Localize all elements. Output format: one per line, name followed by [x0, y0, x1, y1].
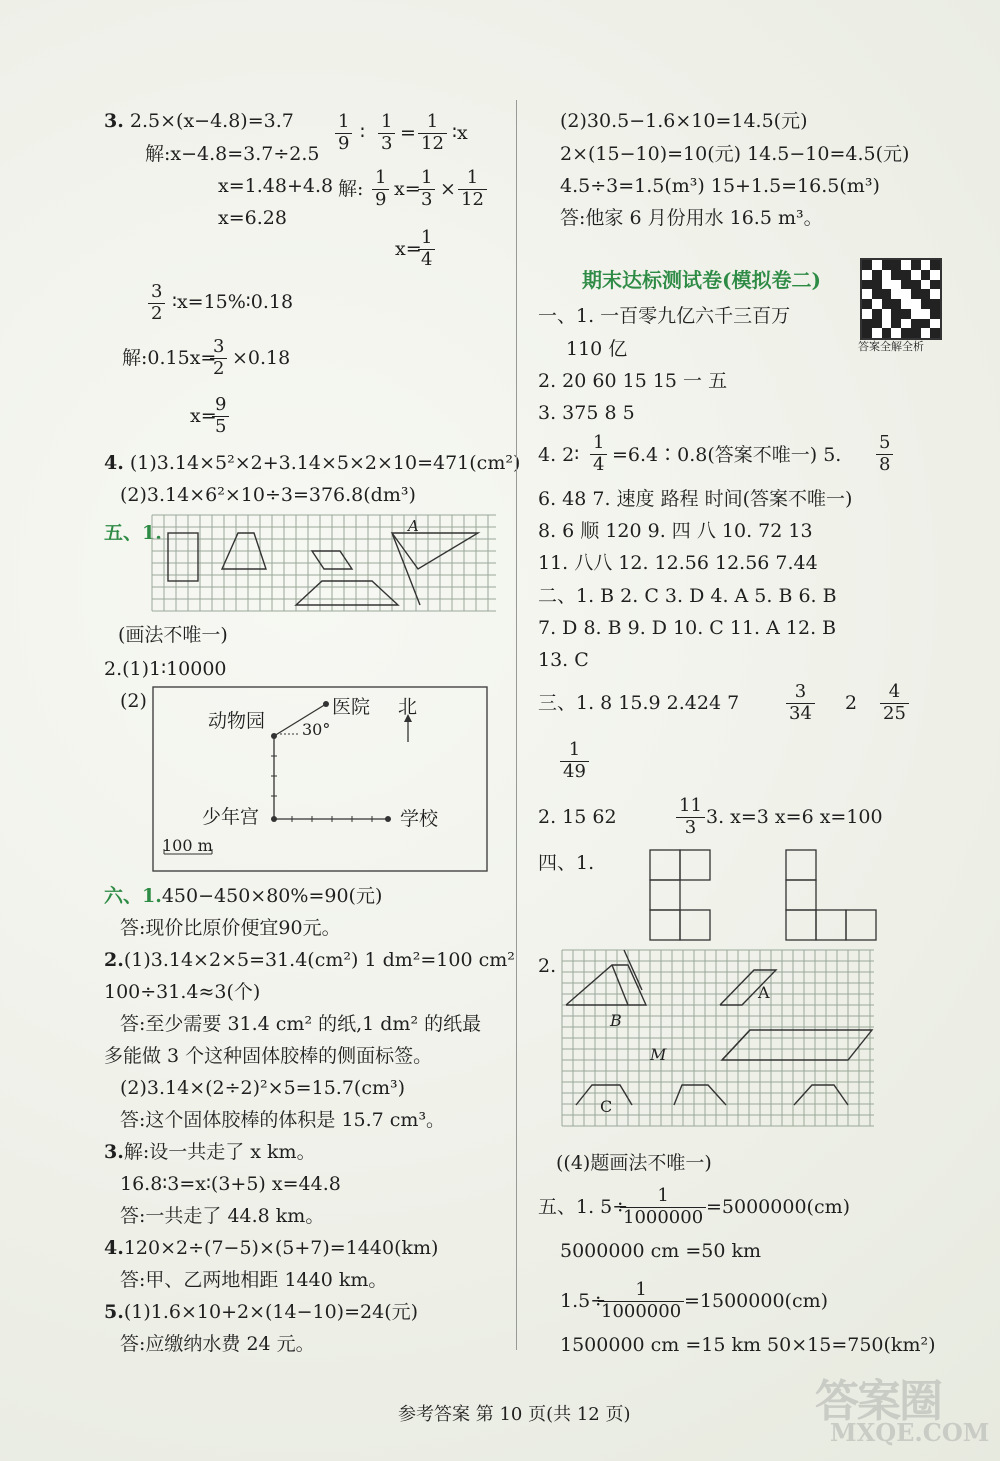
note-drawing: (画法不唯一) — [118, 624, 228, 646]
solution2-tail: ×0.18 — [232, 347, 291, 369]
q3-num: 3. — [104, 110, 124, 132]
solution2: 解:0.15x= — [122, 347, 217, 369]
column-divider — [516, 100, 517, 1350]
shape-2 — [674, 1085, 726, 1105]
wu-line3a: 1.5÷ — [560, 1290, 607, 1312]
point-a-label: A — [408, 517, 419, 535]
san-two: 2 — [845, 692, 858, 714]
angle-label: 30° — [302, 720, 331, 739]
si-num2: 2. — [538, 955, 557, 977]
q3-eq: 2.5×(x−4.8)=3.7 — [129, 110, 294, 132]
er-line3: 13. C — [538, 649, 589, 671]
fraction: 1 12 — [458, 168, 487, 210]
fraction: 3 2 — [148, 282, 165, 324]
q4-line1: 4. (1)3.14×5²×2+3.14×5×2×10=471(cm²) — [104, 452, 521, 474]
wu-line3b: =1500000(cm) — [684, 1290, 829, 1312]
liu5-line1: 5.(1)1.6×10+2×(14−10)=24(元) — [104, 1301, 419, 1323]
zoo-label: 动物园 — [208, 710, 266, 732]
fraction: 1 1000000 — [620, 1186, 706, 1228]
equals: = — [400, 122, 416, 144]
yi-line3: 2. 20 60 15 15 一 五 — [538, 370, 728, 392]
yi-line4: 3. 375 8 5 — [538, 402, 635, 424]
yi-line6: 6. 48 7. 速度 路程 时间(答案不唯一) — [538, 488, 853, 510]
colon: ∶ — [360, 122, 365, 144]
rt-line1: (2)30.5−1.6×10=14.5(元) — [560, 110, 808, 132]
wu-line1b: =5000000(cm) — [706, 1196, 851, 1218]
liu1-answer: 答:现价比原价便宜90元。 — [120, 917, 341, 939]
yi-line5b: =6.4∶0.8(答案不唯一) 5. — [612, 444, 842, 466]
fraction: 11 3 — [676, 796, 705, 838]
liu4-line1: 4.120×2÷(7−5)×(5+7)=1440(km) — [104, 1237, 439, 1259]
fraction: 1 1000000 — [598, 1280, 684, 1322]
yi-line8: 11. 八八 12. 12.56 12.56 7.44 — [538, 552, 818, 574]
parallelogram-large — [296, 581, 398, 605]
san-line2b: 3. x=3 x=6 x=100 — [706, 806, 883, 828]
liu2-line1: 2.(1)3.14×2×5=31.4(cm²) 1 dm²=100 cm² — [104, 949, 515, 971]
san-line1: 三、1. 8 15.9 2.424 7 — [538, 692, 740, 714]
q3-step1: 解:x−4.8=3.7÷2.5 — [145, 143, 320, 165]
liu3-line2: 16.8∶3=x∶(3+5) x=44.8 — [120, 1173, 341, 1195]
scale-bar-label: 100 m — [162, 836, 213, 855]
north-label: 北 — [398, 696, 418, 718]
liu4-line2: 答:甲、乙两地相距 1440 km。 — [120, 1269, 388, 1291]
wu-line1a: 五、1. 5÷ — [538, 1196, 629, 1218]
er-line1: 二、1. B 2. C 3. D 4. A 5. B 6. B — [538, 585, 837, 607]
proportion2: ∶x=15%∶0.18 — [172, 291, 294, 313]
fraction: 1 9 — [372, 168, 389, 210]
rectangle-shape — [168, 533, 198, 581]
watermark-url: MXQE.COM — [830, 1418, 990, 1447]
rt-line4: 答:他家 6 月份用水 16.5 m³。 — [560, 207, 823, 229]
page-footer: 参考答案 第 10 页(共 12 页) — [398, 1404, 631, 1425]
rt-line2: 2×(15−10)=10(元) 14.5−10=4.5(元) — [560, 143, 910, 165]
fraction: 1 9 — [335, 112, 352, 154]
times: × — [440, 178, 456, 200]
solution-label: 解: — [338, 178, 364, 200]
yi-line1: 一、1. 一百零九亿六千三百万 — [538, 305, 791, 327]
fraction: 1 3 — [378, 112, 395, 154]
fraction: 3 34 — [786, 682, 815, 724]
liu2-line3: 答:至少需要 31.4 cm² 的纸,1 dm² 的纸最 — [120, 1013, 482, 1035]
youth-palace-label: 少年宫 — [202, 806, 260, 828]
qr-code[interactable] — [860, 258, 942, 340]
q3-step3: x=6.28 — [218, 207, 287, 229]
label-C: C — [600, 1097, 613, 1116]
label-B: B — [610, 1011, 622, 1030]
grid-figure-1 — [152, 515, 497, 615]
san-line2a: 2. 15 62 — [538, 806, 617, 828]
liu5-line2: 答:应缴纳水费 24 元。 — [120, 1333, 315, 1355]
yi-line7: 8. 6 顺 120 9. 四 八 10. 72 13 — [538, 520, 813, 542]
fraction: 1 4 — [418, 228, 435, 270]
shape-3 — [794, 1085, 848, 1105]
er-line2: 7. D 8. B 9. D 10. C 11. A 12. B — [538, 617, 837, 639]
grid-figure-2 — [562, 950, 874, 1128]
test-title: 期末达标测试卷(模拟卷二) — [582, 268, 821, 292]
hospital-label: 医院 — [332, 696, 371, 718]
si-note: ((4)题画法不唯一) — [556, 1152, 712, 1174]
x-label: x= — [394, 178, 421, 200]
section-wu-label: 五、1. — [104, 522, 162, 544]
yi-line5a: 4. 2∶ — [538, 444, 580, 466]
liu2-line2: 100÷31.4≈3(个) — [104, 981, 261, 1003]
cube-nets — [650, 850, 890, 942]
map-label: (2) — [120, 690, 147, 712]
result-label: x= — [395, 238, 422, 260]
fraction: 4 25 — [880, 682, 909, 724]
liu3-line3: 答:一共走了 44.8 km。 — [120, 1205, 325, 1227]
wu-line2: 5000000 cm =50 km — [560, 1240, 762, 1262]
fraction: 3 2 — [210, 337, 227, 379]
result2-label: x= — [190, 405, 217, 427]
yi-line2: 110 亿 — [566, 338, 628, 360]
si-label: 四、1. — [538, 852, 595, 874]
fraction: 9 5 — [212, 395, 229, 437]
fraction: 1 3 — [418, 168, 435, 210]
q3-equation — [104, 110, 294, 133]
school-label: 学校 — [400, 808, 439, 830]
parallelogram-M — [722, 1030, 872, 1060]
fraction: 1 12 — [418, 112, 447, 154]
q3-step2: x=1.48+4.8 — [218, 175, 334, 197]
proportion-tail: ∶x — [452, 122, 468, 144]
liu2-line4: 多能做 3 个这种固体胶棒的侧面标签。 — [104, 1045, 433, 1067]
label-A: A — [758, 983, 770, 1002]
label-M: M — [650, 1045, 667, 1064]
qr-caption: 答案全解全析 — [858, 340, 924, 353]
liu3-line1: 3.解:设一共走了 x km。 — [104, 1141, 316, 1163]
rt-line3: 4.5÷3=1.5(m³) 15+1.5=16.5(m³) — [560, 175, 880, 197]
fraction: 1 49 — [560, 740, 589, 782]
q4-line2: (2)3.14×6²×10÷3=376.8(dm³) — [120, 484, 416, 506]
liu2-line6: 答:这个固体胶棒的体积是 15.7 cm³。 — [120, 1109, 446, 1131]
liu2-line5: (2)3.14×(2÷2)²×5=15.7(cm³) — [120, 1077, 406, 1099]
watermark-logo: 答案圈 — [815, 1376, 941, 1427]
fraction: 1 4 — [590, 433, 607, 475]
fraction: 5 8 — [876, 433, 893, 475]
liu1-line1: 六、1.450−450×80%=90(元) — [104, 885, 383, 907]
scale-answer: 2.(1)1∶10000 — [104, 658, 227, 680]
wu-line4: 1500000 cm =15 km 50×15=750(km²) — [560, 1334, 936, 1356]
